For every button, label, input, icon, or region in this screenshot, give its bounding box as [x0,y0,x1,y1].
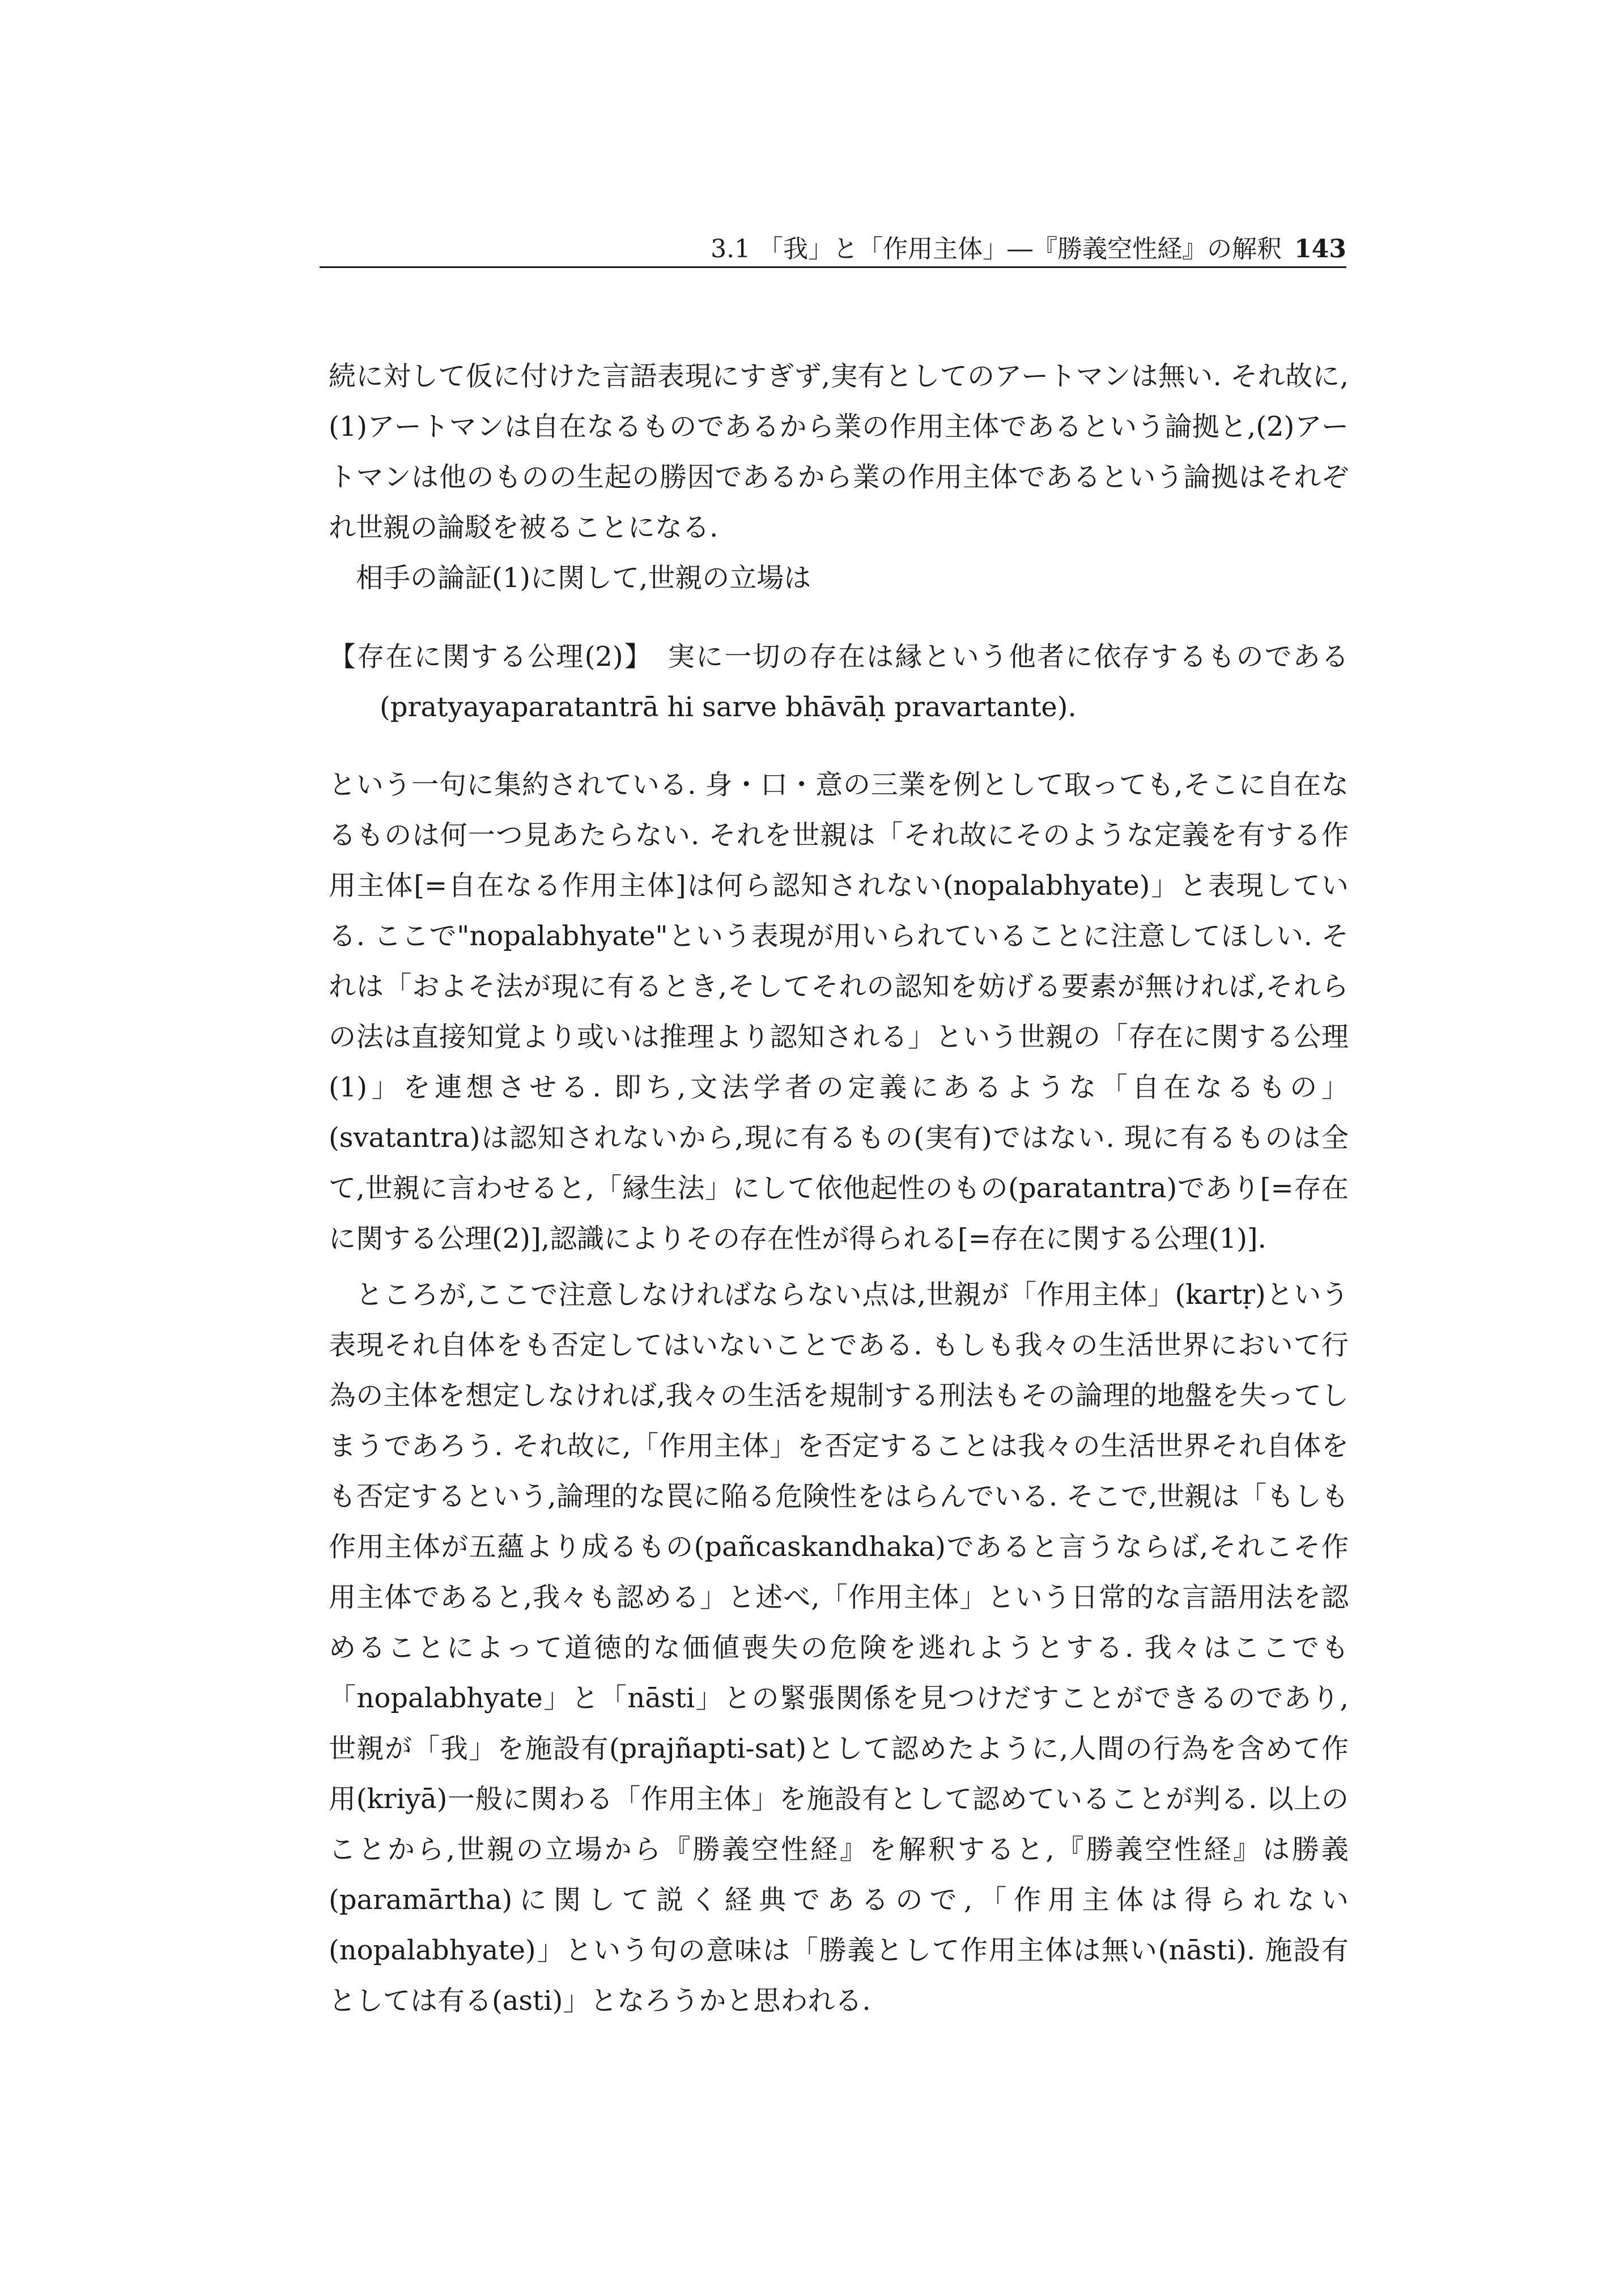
paragraph-3: という一句に集約されている. 身・口・意の三業を例として取っても,そこに自在なるものは何一つ見あたらない. それを世親は「それ故にそのような定義を有する作用主体[=自在なる作用主体]は何ら認知されない(nopalabhyate)」と表現している. ここで"nopalabhyate"という表現が用いられていることに注意してほしい. それは「およそ法が現に有るとき,そしてそれの認知を妨げる要素が無ければ,それらの法は直接知覚より或いは推理より認知される」という世親の「存在に関する公理(1)」を連想させる. 即ち,文法学者の定義にあるような「自在なるもの」(svatantra)は認知されないから,現に有るもの(実有)ではない. 現に有るものは全て,世親に言わせると,「縁生法」にして依他起性のもの(paratantra)であり[=存在に関する公理(2)],認識によりその存在性が得られる[=存在に関する公理(1)]. [329,769,1349,1255]
axiom-label: 【存在に関する公理(2)】 [329,641,653,673]
running-title: 3.1 「我」と「作用主体」―『勝義空性経』の解釈 [711,235,1282,263]
header-rule [320,266,1346,268]
axiom-text: 実に一切の存在は縁という他者に依存するものである(pratyayaparatantrā hi sarve bhāvāḥ pravartante). [380,641,1349,723]
page-number: 143 [1294,235,1346,263]
page-body [329,351,1349,2026]
paragraph-1: 続に対して仮に付けた言語表現にすぎず,実有としてのアートマンは無い. それ故に,(1)アートマンは自在なるものであるから業の作用主体であるという論拠と,(2)アートマンは他のものの生起の勝因であるから業の作用主体であるという論拠はそれぞれ世親の論駁を被ることになる. [329,360,1349,543]
running-header [320,231,1346,267]
running-header-text [711,231,1346,267]
paragraph-2: 相手の論証(1)に関して,世親の立場は [356,562,811,594]
paragraph-4: ところが,ここで注意しなければならない点は,世親が「作用主体」(kartṛ)という表現それ自体をも否定してはいないことである. もしも我々の生活世界において行為の主体を想定しなければ,我々の生活を規制する刑法もその論理的地盤を失ってしまうであろう. それ故に,「作用主体」を否定することは我々の生活世界それ自体をも否定するという,論理的な罠に陥る危険性をはらんでいる. そこで,世親は「もしも作用主体が五蘊より成るもの(pañcaskandhaka)であると言うならば,それこそ作用主体であると,我々も認める」と述べ,「作用主体」という日常的な言語用法を認めることによって道徳的な価値喪失の危険を逃れようとする. 我々はここでも「nopalabhyate」と「nāsti」との緊張関係を見つけだすことができるのであり,世親が「我」を施設有(prajñapti-sat)として認めたように,人間の行為を含めて作用(kriyā)一般に関わる「作用主体」を施設有として認めていることが判る. 以上のことから,世親の立場から『勝義空性経』を解釈すると,『勝義空性経』は勝義(paramārtha)に関して説く経典であるので,「作用主体は得られない(nopalabhyate)」という句の意味は「勝義として作用主体は無い(nāsti). 施設有としては有る(asti)」となろうかと思われる. [329,1279,1349,2017]
axiom-block [329,632,1349,733]
